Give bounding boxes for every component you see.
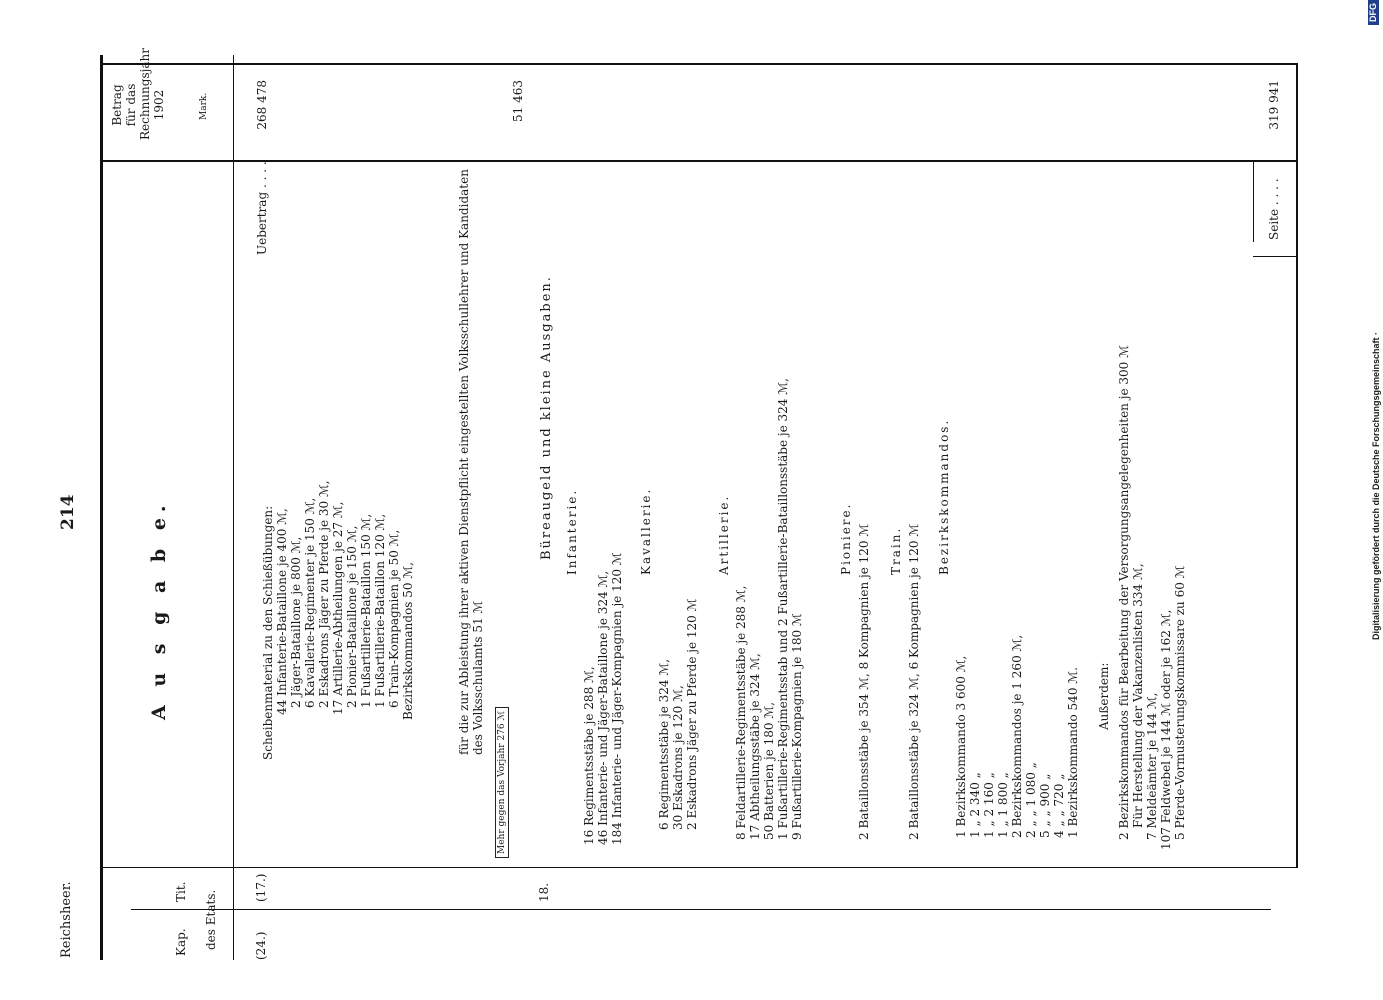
tit-text-divider bbox=[101, 867, 1296, 868]
carry-label: Uebertrag . . . . bbox=[255, 161, 269, 255]
col-mark: Mark. bbox=[199, 92, 209, 120]
aus-line-3: 107 Feldwebel je 144 ℳ oder je 162 ℳ, bbox=[1159, 609, 1173, 850]
inf-line-2: 184 Infanterie- und Jäger-Kompagnien je 120 ℳ bbox=[610, 552, 624, 845]
aus-line-1: Für Herstellung der Vakanzenlisten 334 ℳ, bbox=[1131, 563, 1145, 828]
s1-line-2: 2 Jäger-Bataillone je 800 ℳ, bbox=[289, 536, 303, 708]
pioniere-title: Pioniere. bbox=[839, 502, 853, 575]
bezirk-title: Bezirkskommandos. bbox=[937, 418, 951, 575]
tit-18: 18. bbox=[537, 882, 551, 902]
aus-line-4: 5 Pferde-Vormusterungskommissare zu 60 ℳ bbox=[1173, 565, 1187, 840]
infanterie-title: Infanterie. bbox=[565, 488, 579, 575]
kavallerie-title: Kavallerie. bbox=[639, 487, 653, 575]
section2-title: Büreaugeld und kleine Ausgaben. bbox=[539, 275, 554, 560]
s1-line-12: des Volksschulamts 51 ℳ bbox=[471, 600, 485, 755]
kap-value: (24.) bbox=[254, 931, 268, 960]
art-line-0: 8 Feldartillerie-Regimentsstäbe je 288 ℳ, bbox=[734, 585, 748, 840]
s1-line-0: Scheibenmaterial zu den Schießübungen: bbox=[261, 505, 275, 760]
carry-value: 268 478 bbox=[255, 80, 269, 130]
top-rule bbox=[100, 55, 103, 960]
aus-line-2: 7 Meldeämter je 144 ℳ, bbox=[1145, 692, 1159, 840]
bez-line-2: 1 „ 2 160 „ bbox=[982, 772, 996, 838]
inf-line-1: 46 Infanterie- und Jäger-Bataillone je 324 ℳ, bbox=[596, 570, 610, 845]
subtotal-rule-2 bbox=[1253, 256, 1298, 257]
kav-line-2: 2 Eskadrons Jäger zu Pferde je 120 ℳ bbox=[685, 598, 699, 830]
kav-line-0: 6 Regimentsstäbe je 324 ℳ, bbox=[657, 658, 671, 830]
s1-line-1: 44 Infanterie-Bataillone je 400 ℳ, bbox=[275, 508, 289, 715]
bez-line-1: 1 „ 2 340 „ bbox=[968, 772, 982, 838]
page-total-value: 319 941 bbox=[1267, 80, 1281, 130]
right-rule bbox=[101, 63, 1298, 65]
bez-line-0: 1 Bezirkskommando 3 600 ℳ, bbox=[954, 655, 968, 838]
kav-line-1: 30 Eskadrons je 120 ℳ, bbox=[671, 685, 685, 830]
header-rule bbox=[233, 55, 234, 960]
s1-line-4: 2 Eskadrons Jäger zu Pferde je 30 ℳ, bbox=[317, 480, 331, 708]
art-line-4: 9 Fußartillerie-Kompagnien je 180 ℳ bbox=[790, 613, 804, 840]
bez-line-5: 2 „ „ 1 080 „ bbox=[1024, 762, 1038, 838]
bez-line-8: 1 Bezirkskommando 540 ℳ. bbox=[1066, 667, 1080, 838]
kap-tit-divider bbox=[131, 909, 1271, 910]
dfg-logo: DFG bbox=[1368, 0, 1379, 25]
col-tit: Tit. bbox=[174, 881, 188, 902]
art-line-3: 1 Fußartillerie-Regimentsstab und 2 Fußartillerie-Bataillonsstäbe je 324 ℳ, bbox=[776, 378, 790, 840]
ausserdem-title: Außerdem: bbox=[1097, 662, 1111, 730]
bez-line-3: 1 „ 1 800 „ bbox=[996, 772, 1010, 838]
subtotal-rule-1 bbox=[1253, 162, 1254, 242]
s1-line-3: 6 Kavallerie-Regimenter je 150 ℳ, bbox=[303, 497, 317, 708]
s1-line-8: 1 Fußartillerie-Bataillon 120 ℳ, bbox=[373, 513, 387, 708]
art-line-1: 17 Abtheilungsstäbe je 324 ℳ, bbox=[748, 653, 762, 840]
aus-line-0: 2 Bezirkskommandos für Bearbeitung der Versorgungsangelegenheiten je 300 ℳ bbox=[1117, 345, 1131, 840]
art-line-2: 50 Batterien je 180 ℳ, bbox=[762, 701, 776, 840]
s1-line-7: 1 Fußartillerie-Bataillon 150 ℳ, bbox=[359, 513, 373, 708]
tit-value: (17.) bbox=[254, 873, 268, 902]
running-head: Reichsheer. bbox=[59, 881, 74, 958]
inf-line-0: 16 Regimentsstäbe je 288 ℳ, bbox=[582, 666, 596, 845]
train-line-0: 2 Bataillonsstäbe je 324 ℳ, 6 Kompagnien je 120 ℳ bbox=[907, 523, 921, 840]
col-betrag: Betrag für das Rechnungsjahr 1902 bbox=[110, 48, 166, 140]
pio-line-0: 2 Bataillonsstäbe je 354 ℳ, 8 Kompagnien je 120 ℳ bbox=[857, 523, 871, 840]
col-des-etats: des Etats. bbox=[204, 889, 218, 950]
col-kap: Kap. bbox=[174, 928, 188, 956]
bez-line-6: 5 „ „ 900 „ bbox=[1038, 773, 1052, 838]
bottom-rule bbox=[1296, 63, 1298, 868]
artillerie-title: Artillerie. bbox=[717, 494, 731, 575]
dfg-credit: Digitalisierung gefördert durch die Deutsche Forschungsgemeinschaft · bbox=[1371, 331, 1381, 640]
mehr-note: Mehr gegen das Vorjahr 276 ℳ bbox=[495, 707, 509, 858]
page-title: A u s g a b e. bbox=[148, 499, 170, 720]
s1-line-9: 6 Train-Kompagnien je 50 ℳ, bbox=[387, 529, 401, 708]
page-total-label: Seite . . . . bbox=[1267, 178, 1281, 240]
page-number: 214 bbox=[58, 494, 78, 530]
text-amount-divider bbox=[101, 160, 1296, 162]
bez-line-7: 4 „ „ 720 „ bbox=[1052, 773, 1066, 838]
section1-total: 51 463 bbox=[511, 80, 525, 122]
s1-line-5: 17 Artillerie-Abtheilungen je 27 ℳ, bbox=[331, 501, 345, 715]
bez-line-4: 2 Bezirkskommandos je 1 260 ℳ, bbox=[1010, 634, 1024, 838]
s1-line-11: für die zur Ableistung ihrer aktiven Dienstpflicht eingestellten Volksschullehrer und Kandidaten bbox=[457, 169, 471, 755]
s1-line-6: 2 Pionier-Bataillone je 150 ℳ, bbox=[345, 525, 359, 708]
s1-line-10: Bezirkskommandos 50 ℳ, bbox=[401, 562, 415, 720]
train-title: Train. bbox=[889, 526, 903, 575]
